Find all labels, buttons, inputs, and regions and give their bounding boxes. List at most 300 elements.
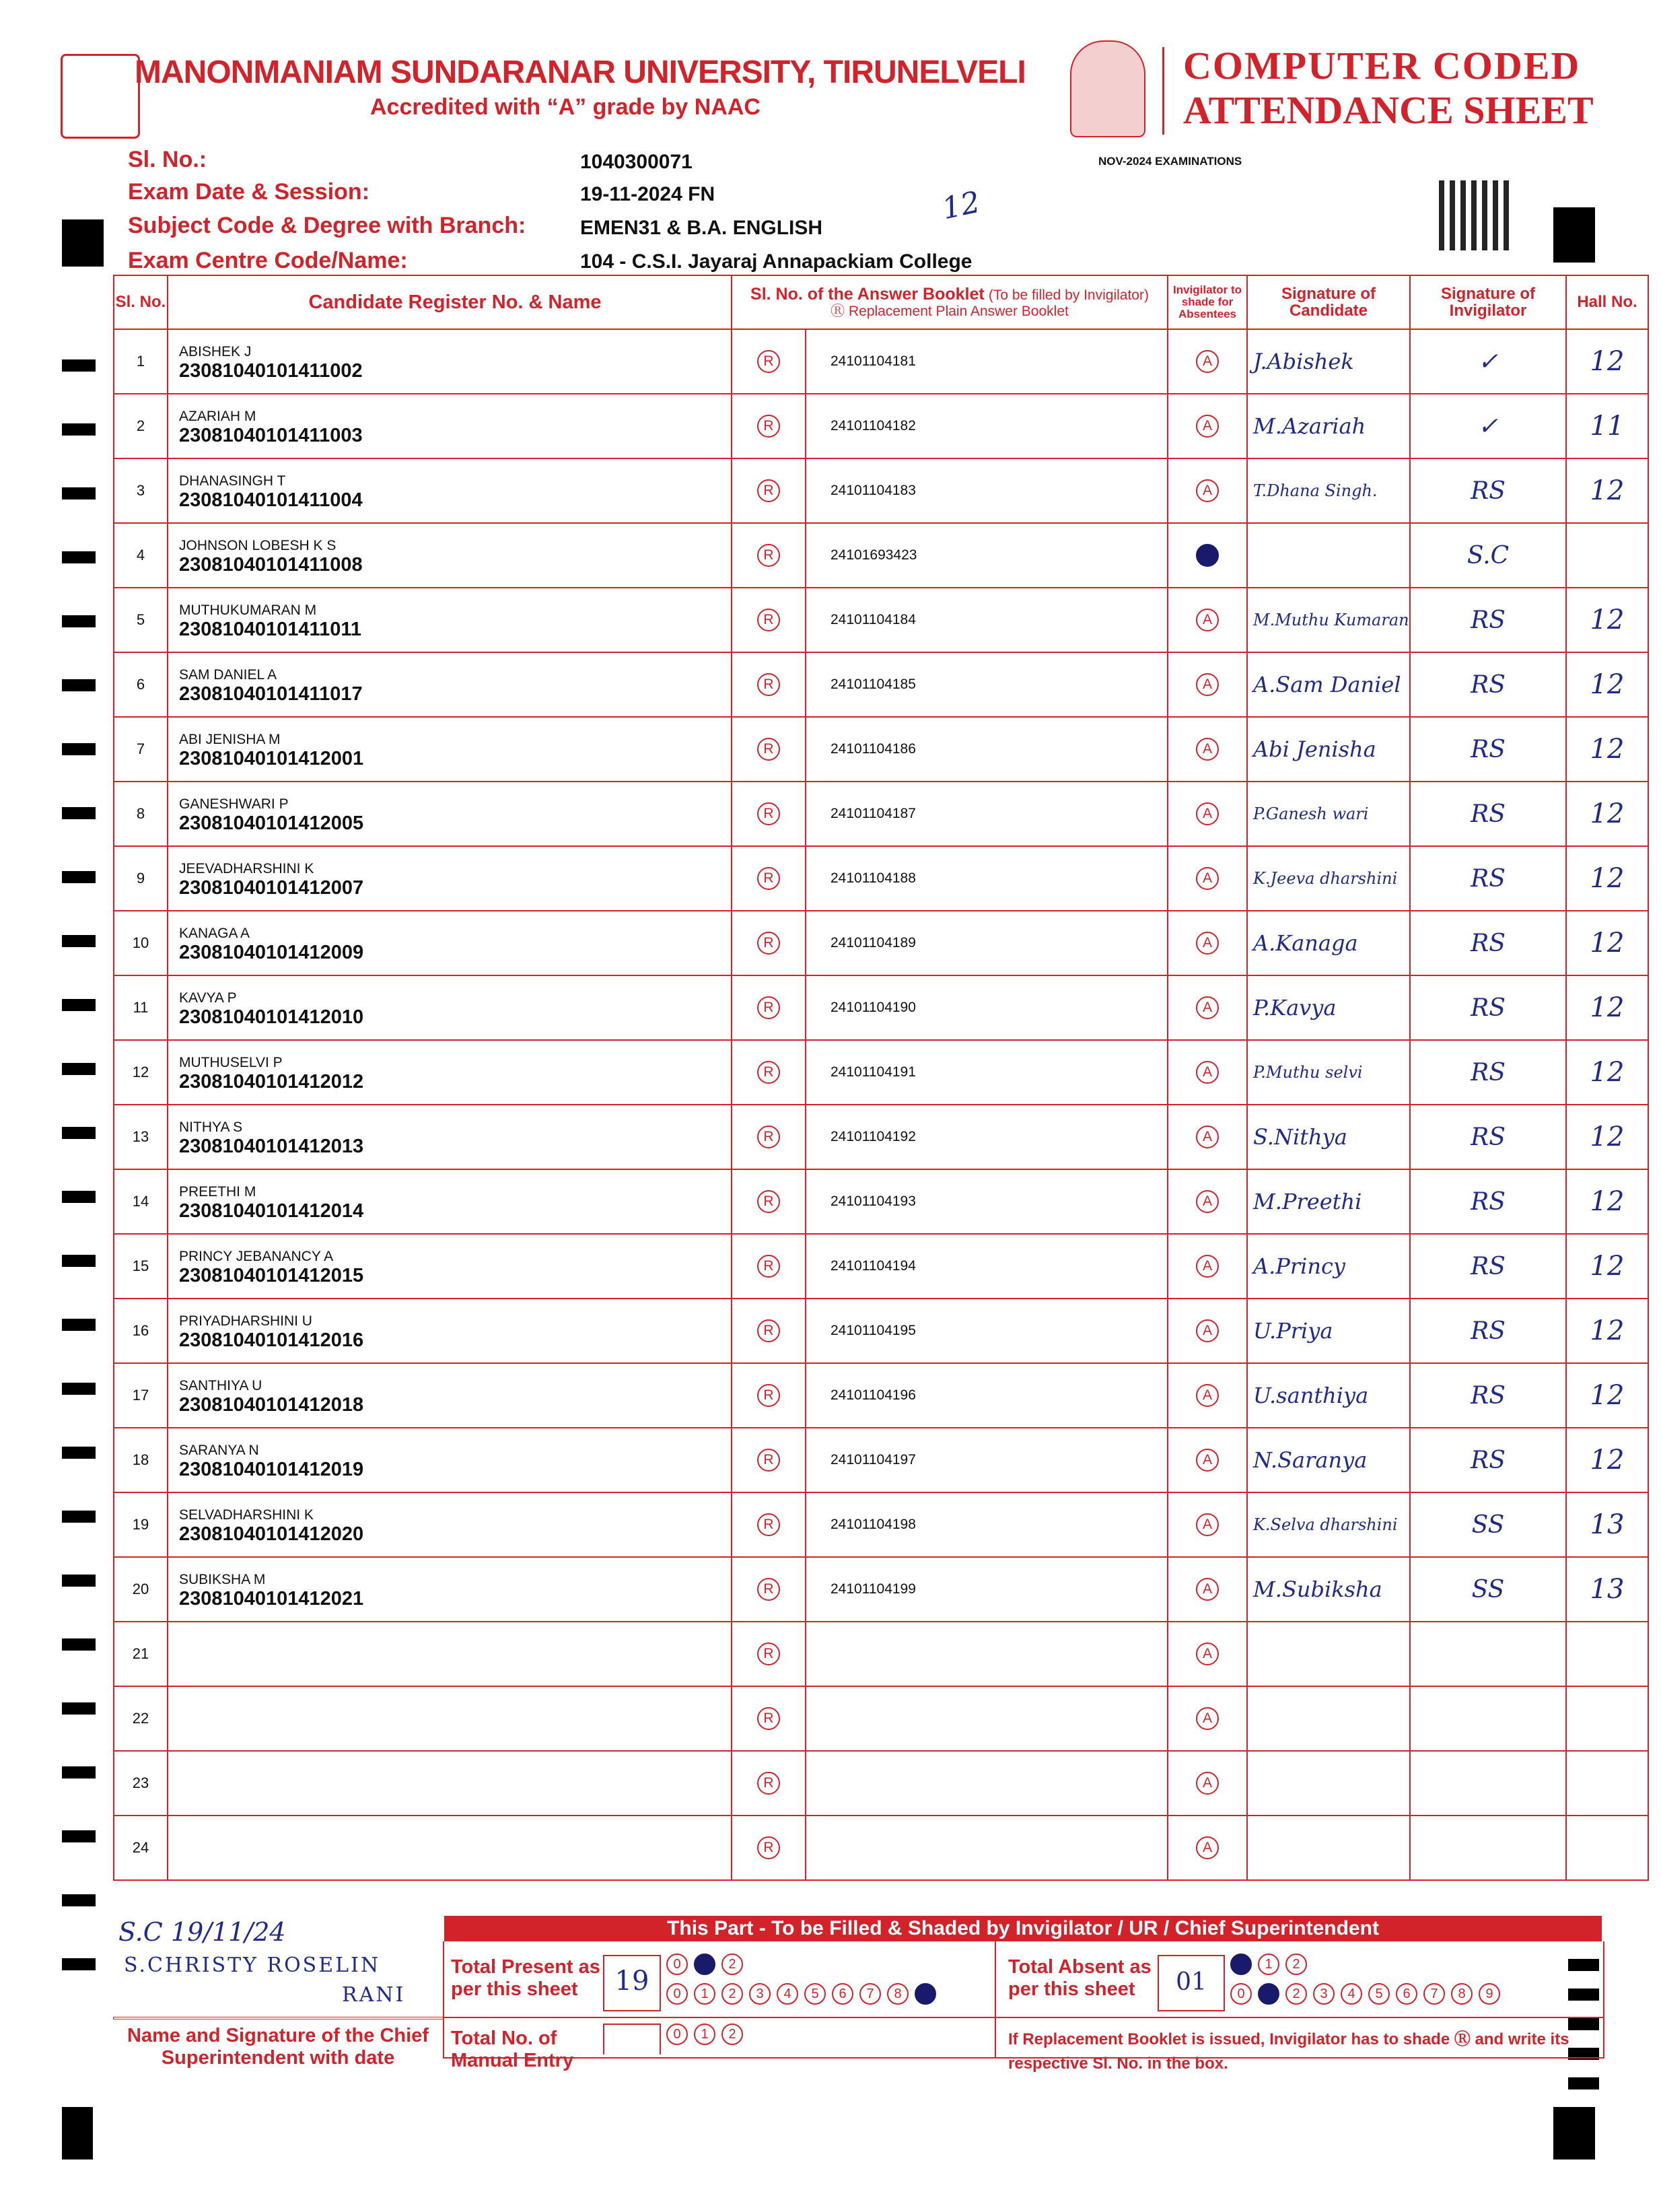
invigilator-signature [1410,1686,1566,1751]
absent-box [1158,1955,1225,2011]
row-sl [114,1299,168,1363]
digit-bubble[interactable]: 4 [777,1983,798,2005]
row-replacement[interactable] [732,1492,806,1557]
row-booklet [806,911,1168,975]
timing-mark [62,1319,96,1331]
chief-signature: S.C 19/11/24 [118,1917,286,1947]
row-absent[interactable] [1168,394,1247,458]
table-row [114,1686,1648,1751]
table-row [114,523,1648,588]
digit-bubble[interactable]: 1 [694,2024,715,2045]
row-replacement[interactable] [732,846,806,911]
candidate-signature: A.Kanaga [1247,911,1410,975]
replacement-bubble[interactable]: R [757,1513,780,1536]
digit-bubble[interactable]: 2 [1285,1983,1307,2005]
row-replacement[interactable] [732,717,806,782]
candidate-register-no: 23081040101411002 [179,359,363,382]
booklet-no: 24101693423 [830,547,917,563]
digit-bubble[interactable]: 9 [1479,1983,1500,2005]
hall-no: 12 [1566,911,1648,975]
digit-bubble[interactable]: 0 [1230,1983,1252,2005]
hall-no: 12 [1566,1428,1648,1492]
digit-bubble[interactable]: 3 [749,1983,771,2005]
absent-bubble[interactable]: A [1196,1772,1219,1795]
candidate-signature [1247,1622,1410,1686]
absent-bubble[interactable]: A [1196,673,1219,696]
booklet-no: 24101104188 [830,870,916,886]
table-row [114,458,1648,523]
row-booklet [806,1428,1168,1492]
row-absent[interactable] [1168,523,1247,588]
row-booklet [806,1816,1168,1880]
digit-bubble[interactable]: 2 [721,1983,743,2005]
row-replacement[interactable] [732,1363,806,1428]
invigilator-signature: RS [1410,846,1566,911]
candidate-register-no: 23081040101411011 [179,618,361,640]
invigilator-signature: SS [1410,1557,1566,1622]
replacement-bubble[interactable]: R [757,544,780,567]
row-booklet [806,1299,1168,1363]
invigilator-signature: RS [1410,975,1566,1040]
sheet-title-line1: COMPUTER CODED [1183,44,1581,88]
candidate-register-no: 23081040101412016 [179,1329,364,1351]
booklet-no: 24101104189 [830,935,916,951]
candidate-name: NITHYA S [179,1119,243,1135]
row-sl [114,782,168,846]
chief-name-line1: S.CHRISTY ROSELIN [124,1954,381,1977]
absent-bubble[interactable]: A [1196,1255,1219,1278]
row-absent[interactable] [1168,1622,1247,1686]
row-replacement[interactable] [732,588,806,652]
row-replacement[interactable] [732,652,806,717]
row-replacement[interactable] [732,782,806,846]
candidate-register-no: 23081040101412007 [179,876,364,899]
row-replacement[interactable] [732,1040,806,1105]
replacement-bubble[interactable]: R [757,1126,780,1148]
candidate-signature: A.Princy [1247,1234,1410,1299]
row-absent[interactable] [1168,717,1247,782]
header-divider [1162,47,1164,135]
invigilator-signature: RS [1410,1363,1566,1428]
row-sl [114,1751,168,1816]
exam-date-label: Exam Date & Session: [128,179,370,205]
booklet-no: 24101104185 [830,677,916,692]
timing-mark [1553,207,1595,263]
invigilator-signature: S.C [1410,523,1566,588]
row-sl-value: 7 [136,740,145,757]
row-replacement[interactable] [732,1622,806,1686]
row-sl-value: 15 [132,1257,149,1274]
row-candidate [168,1169,732,1234]
replacement-bubble[interactable]: R [757,673,780,696]
candidate-signature: P.Kavya [1247,975,1410,1040]
absent-bubble[interactable]: A [1196,479,1219,502]
table-row [114,717,1648,782]
absent-bubble[interactable]: A [1196,1190,1219,1213]
row-sl-value: 23 [132,1774,149,1791]
col-booklet [732,275,1168,329]
replacement-bubble[interactable]: R [757,609,780,631]
row-sl [114,1428,168,1492]
present-label: Total Present as per this sheet [451,1956,600,2001]
absent-bubble[interactable]: A [1196,932,1219,955]
digit-bubble[interactable]: 6 [832,1983,853,2005]
row-replacement[interactable] [732,1686,806,1751]
digit-bubble[interactable]: 2 [1285,1954,1307,1975]
invigilator-signature: RS [1410,588,1566,652]
row-candidate [168,1622,732,1686]
absent-bubble[interactable]: A [1196,415,1219,438]
digit-bubble[interactable]: 4 [1341,1983,1362,2005]
digit-bubble[interactable]: 0 [666,1983,688,2005]
row-sl [114,1234,168,1299]
row-replacement[interactable] [732,1169,806,1234]
hall-no: 12 [1566,717,1648,782]
row-booklet [806,975,1168,1040]
digit-bubble[interactable]: 2 [721,1954,743,1975]
row-absent[interactable] [1168,846,1247,911]
timing-mark [62,359,96,372]
row-absent[interactable] [1168,1428,1247,1492]
absent-bubble[interactable]: A [1196,738,1219,761]
row-sl [114,1040,168,1105]
candidate-signature: M.Subiksha [1247,1557,1410,1622]
row-sl [114,523,168,588]
hall-no: 12 [1566,1105,1648,1169]
candidate-signature: P.Muthu selvi [1247,1040,1410,1105]
row-replacement[interactable] [732,911,806,975]
absent-bubble[interactable]: A [1196,1513,1219,1536]
digit-bubble[interactable]: 7 [1423,1983,1445,2005]
digit-bubble[interactable]: 0 [1230,1954,1252,1975]
candidate-register-no: 23081040101412005 [179,812,364,834]
row-candidate [168,717,732,782]
digit-bubble[interactable]: 1 [1258,1983,1279,2005]
absent-bubble[interactable]: A [1196,609,1219,631]
replacement-bubble[interactable]: R [757,932,780,955]
row-sl [114,1492,168,1557]
row-absent[interactable] [1168,782,1247,846]
booklet-no: 24101104193 [830,1194,916,1209]
digit-bubble[interactable]: 8 [1451,1983,1473,2005]
timing-mark [62,1702,96,1715]
manual-entry-label: Total No. of Manual Entry [451,2028,574,2072]
row-candidate [168,782,732,846]
footer-vdivider [995,1941,996,2059]
row-booklet [806,394,1168,458]
row-booklet [806,523,1168,588]
digit-bubble[interactable]: 5 [804,1983,826,2005]
row-replacement[interactable] [732,1816,806,1880]
row-sl [114,911,168,975]
candidate-register-no: 23081040101412001 [179,747,364,769]
col-booklet-title: Sl. No. of the Answer Booklet [750,284,985,304]
absent-bubble[interactable]: A [1196,1319,1219,1342]
absent-bubble[interactable]: A [1196,1449,1219,1472]
row-candidate [168,1363,732,1428]
digit-bubble[interactable]: 2 [721,2024,743,2045]
row-replacement[interactable] [732,1234,806,1299]
row-absent[interactable] [1168,975,1247,1040]
absent-bubble[interactable]: A [1196,1643,1219,1665]
table-row [114,782,1648,846]
candidate-register-no: 23081040101412015 [179,1264,364,1286]
row-absent[interactable] [1168,911,1247,975]
row-sl-value: 11 [133,999,149,1016]
row-sl [114,717,168,782]
candidate-register-no: 23081040101411017 [179,683,363,705]
candidate-signature: P.Ganesh wari [1247,782,1410,846]
timing-mark [62,1575,96,1587]
hall-no: 12 [1566,975,1648,1040]
hall-no [1566,1686,1648,1751]
replacement-bubble[interactable]: R [757,415,780,438]
chief-label: Name and Signature of the Chief Superintendent with date [127,2025,429,2069]
row-absent[interactable] [1168,1105,1247,1169]
candidate-signature: K.Jeeva dharshini [1247,846,1410,911]
digit-bubble[interactable]: 3 [1313,1983,1335,2005]
row-sl [114,846,168,911]
absent-bubble[interactable]: A [1196,350,1219,373]
row-candidate [168,846,732,911]
row-absent[interactable] [1168,1686,1247,1751]
absent-bubble[interactable]: A [1196,544,1219,567]
qr-code [1439,180,1509,250]
replacement-bubble[interactable]: R [757,996,780,1019]
table-row [114,588,1648,652]
row-sl-value: 2 [136,417,145,434]
candidate-signature: J.Abishek [1247,329,1410,394]
row-sl-value: 20 [132,1581,149,1597]
invigilator-signature [1410,1816,1566,1880]
row-candidate [168,1299,732,1363]
row-replacement[interactable] [732,1557,806,1622]
row-sl [114,1622,168,1686]
candidate-name: AZARIAH M [179,408,256,424]
row-replacement[interactable] [732,458,806,523]
replacement-bubble[interactable]: R [757,1772,780,1795]
footer-divider [113,2017,444,2019]
replacement-bubble[interactable]: R [757,1449,780,1472]
manual-entry-box[interactable] [603,2024,661,2054]
row-absent[interactable] [1168,652,1247,717]
candidate-name: SANTHIYA U [179,1377,262,1393]
absent-bubble[interactable]: A [1196,1126,1219,1148]
candidate-register-no: 23081040101412019 [179,1458,364,1480]
candidate-signature: M.Preethi [1247,1169,1410,1234]
hall-no [1566,1816,1648,1880]
replacement-bubble[interactable]: R [757,1319,780,1342]
absent-value: 01 [1176,1968,1207,1996]
candidate-name: ABI JENISHA M [179,731,281,747]
candidate-signature [1247,1751,1410,1816]
digit-bubble[interactable]: 0 [666,1954,688,1975]
table-row [114,1816,1648,1880]
hall-no: 13 [1566,1492,1648,1557]
subject-label: Subject Code & Degree with Branch: [128,213,526,238]
hall-no: 12 [1566,1299,1648,1363]
absent-bubble[interactable]: A [1196,802,1219,825]
booklet-no: 24101104181 [830,353,916,369]
timing-mark [62,1255,96,1267]
row-absent[interactable] [1168,1816,1247,1880]
replacement-bubble[interactable]: R [757,1836,780,1859]
row-absent[interactable] [1168,1492,1247,1557]
absent-bubble[interactable]: A [1196,1836,1219,1859]
row-candidate [168,1686,732,1751]
candidate-signature: U.santhiya [1247,1363,1410,1428]
col-booklet-note: (To be filled by Invigilator) [988,287,1149,303]
row-booklet [806,1234,1168,1299]
row-candidate [168,1492,732,1557]
row-absent[interactable] [1168,588,1247,652]
replacement-bubble[interactable]: R [757,1578,780,1601]
booklet-no: 24101104183 [830,483,916,498]
absent-bubble[interactable]: A [1196,867,1219,890]
row-replacement[interactable] [732,975,806,1040]
row-replacement[interactable] [732,1428,806,1492]
attendance-table [113,275,1649,1881]
row-candidate [168,1234,732,1299]
row-sl [114,394,168,458]
absent-bubble[interactable]: A [1196,1061,1219,1084]
row-candidate [168,1751,732,1816]
row-booklet [806,458,1168,523]
absent-bubble[interactable]: A [1196,1384,1219,1407]
row-absent[interactable] [1168,1299,1247,1363]
digit-bubble[interactable]: 9 [915,1983,936,2005]
row-candidate [168,1428,732,1492]
replacement-bubble[interactable]: R [757,479,780,502]
row-sl [114,329,168,394]
timing-mark [62,679,96,691]
invigilator-signature: RS [1410,1428,1566,1492]
candidate-name: SARANYA N [179,1442,259,1458]
row-sl [114,458,168,523]
row-absent[interactable] [1168,1234,1247,1299]
row-absent[interactable] [1168,458,1247,523]
replacement-bubble[interactable]: R [757,1707,780,1730]
absent-bubble[interactable]: A [1196,996,1219,1019]
digit-bubble[interactable]: 1 [694,1954,715,1975]
timing-mark [62,1383,96,1395]
row-replacement[interactable] [732,1105,806,1169]
absent-bubble[interactable]: A [1196,1707,1219,1730]
candidate-name: KANAGA A [179,925,250,941]
digit-bubble[interactable]: 1 [694,1983,715,2005]
invigilator-signature: RS [1410,1299,1566,1363]
replacement-bubble[interactable]: R [757,1061,780,1084]
row-booklet [806,717,1168,782]
row-absent[interactable] [1168,329,1247,394]
row-replacement[interactable] [732,1299,806,1363]
digit-bubble[interactable]: 0 [666,2024,688,2045]
row-replacement[interactable] [732,394,806,458]
candidate-name: PREETHI M [179,1183,256,1200]
row-replacement[interactable] [732,523,806,588]
row-sl-value: 3 [136,482,145,499]
replacement-bubble[interactable]: R [757,738,780,761]
replacement-bubble[interactable]: R [757,1255,780,1278]
absent-bubble[interactable]: A [1196,1578,1219,1601]
digit-bubble[interactable]: 1 [1258,1954,1279,1975]
manual-tens-bubbles [666,2024,749,2045]
accreditation-text: Accredited with “A” grade by NAAC [370,94,761,120]
sl-no-value: 1040300071 [580,151,693,173]
row-absent[interactable] [1168,1557,1247,1622]
row-replacement[interactable] [732,329,806,394]
row-sl-value: 16 [132,1322,149,1339]
row-booklet [806,1105,1168,1169]
replacement-note: If Replacement Booklet is issued, Invigilator has to shade Ⓡ and write its respective Sl. No. in the box. [1008,2030,1569,2073]
table-body [114,329,1648,1880]
university-name: MANONMANIAM SUNDARANAR UNIVERSITY, TIRUNELVELI [135,55,1026,90]
row-sl [114,1169,168,1234]
replacement-bubble[interactable]: R [757,1384,780,1407]
row-candidate [168,523,732,588]
replacement-bubble[interactable]: R [757,350,780,373]
digit-bubble[interactable]: 8 [887,1983,909,2005]
row-booklet [806,1040,1168,1105]
row-sl [114,1686,168,1751]
row-sl-value: 14 [132,1193,149,1210]
candidate-name: MUTHUKUMARAN M [179,602,317,618]
invigilator-signature: SS [1410,1492,1566,1557]
candidate-signature: T.Dhana Singh. [1247,458,1410,523]
replacement-bubble[interactable]: R [757,1190,780,1213]
table-row [114,1622,1648,1686]
replacement-bubble[interactable]: R [757,1643,780,1665]
hall-no: 12 [1566,458,1648,523]
candidate-register-no: 23081040101411008 [179,553,363,576]
row-absent[interactable] [1168,1363,1247,1428]
booklet-no: 24101104186 [830,741,916,757]
candidate-name: GANESHWARI P [179,796,289,812]
candidate-register-no: 23081040101411003 [179,424,363,446]
digit-bubble[interactable]: 6 [1396,1983,1417,2005]
invigilator-signature: ✓ [1410,394,1566,458]
row-sl-value: 4 [136,547,145,563]
candidate-signature [1247,523,1410,588]
booklet-no: 24101104195 [830,1323,916,1338]
row-sl [114,1557,168,1622]
candidate-name: DHANASINGH T [179,473,286,489]
booklet-no: 24101104198 [830,1517,916,1532]
digit-bubble[interactable]: 7 [859,1983,881,2005]
row-booklet [806,1492,1168,1557]
row-absent[interactable] [1168,1040,1247,1105]
replacement-bubble[interactable]: R [757,802,780,825]
row-replacement[interactable] [732,1751,806,1816]
table-row [114,394,1648,458]
row-sl [114,975,168,1040]
row-absent[interactable] [1168,1169,1247,1234]
invigilator-signature: RS [1410,1234,1566,1299]
row-booklet [806,846,1168,911]
candidate-register-no: 23081040101412021 [179,1587,364,1610]
row-sl [114,1816,168,1880]
hall-no [1566,523,1648,588]
digit-bubble[interactable]: 5 [1368,1983,1390,2005]
replacement-bubble[interactable]: R [757,867,780,890]
timing-mark [62,1127,96,1139]
invigilator-signature: RS [1410,458,1566,523]
candidate-signature: M.Azariah [1247,394,1410,458]
candidate-register-no: 23081040101412018 [179,1393,364,1416]
row-absent[interactable] [1168,1751,1247,1816]
timing-mark [62,1063,96,1075]
hall-no: 12 [1566,1363,1648,1428]
